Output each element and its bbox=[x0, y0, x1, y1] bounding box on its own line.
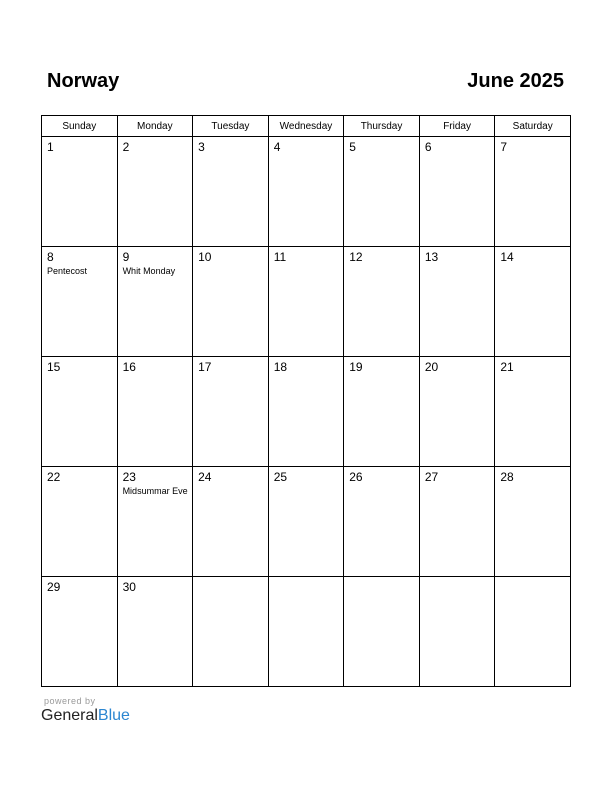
day-cell bbox=[419, 357, 495, 467]
day-cell bbox=[495, 247, 571, 357]
day-cell bbox=[42, 577, 118, 687]
day-cell bbox=[495, 357, 571, 467]
day-cell bbox=[117, 467, 193, 577]
weekday-header: Tuesday bbox=[193, 116, 269, 137]
day-cell bbox=[419, 467, 495, 577]
day-cell bbox=[117, 357, 193, 467]
calendar-header bbox=[41, 70, 570, 100]
day-number: 2 bbox=[122, 140, 130, 154]
day-number: 9 bbox=[122, 250, 130, 264]
day-number: 17 bbox=[198, 360, 212, 374]
day-number: 8 bbox=[47, 250, 54, 264]
day-cell bbox=[42, 137, 118, 247]
weekday-header-row bbox=[42, 116, 571, 137]
holiday-label: Pentecost bbox=[47, 266, 88, 276]
weekday-header: Monday bbox=[117, 116, 193, 137]
day-cell bbox=[117, 247, 193, 357]
weekday-header: Wednesday bbox=[268, 116, 344, 137]
day-cell bbox=[495, 137, 571, 247]
day-number: 28 bbox=[500, 470, 514, 484]
day-number: 1 bbox=[47, 140, 54, 154]
day-cell bbox=[193, 467, 269, 577]
day-cell bbox=[117, 577, 193, 687]
day-number: 12 bbox=[349, 250, 363, 264]
day-number bbox=[193, 577, 268, 580]
day-number: 25 bbox=[273, 470, 288, 484]
day-number: 29 bbox=[47, 580, 61, 594]
weekday-header: Saturday bbox=[495, 116, 571, 137]
day-cell bbox=[268, 577, 344, 687]
week-row bbox=[42, 467, 571, 577]
day-number: 19 bbox=[349, 360, 363, 374]
day-cell bbox=[193, 247, 269, 357]
month-year-title: June 2025 bbox=[467, 70, 564, 92]
week-row bbox=[42, 577, 571, 687]
day-cell bbox=[268, 247, 344, 357]
day-number: 14 bbox=[500, 250, 514, 264]
day-number bbox=[495, 577, 570, 580]
day-cell bbox=[419, 577, 495, 687]
day-cell bbox=[117, 137, 193, 247]
day-cell bbox=[344, 137, 420, 247]
day-number: 15 bbox=[47, 360, 61, 374]
day-number: 23 bbox=[122, 470, 136, 484]
day-number: 30 bbox=[122, 580, 136, 594]
day-number: 4 bbox=[273, 140, 281, 154]
day-cell bbox=[344, 247, 420, 357]
logo-text-general: General bbox=[41, 707, 98, 724]
weekday-header: Sunday bbox=[42, 116, 118, 137]
day-number: 7 bbox=[500, 140, 508, 154]
day-number bbox=[420, 577, 495, 580]
day-cell bbox=[344, 357, 420, 467]
day-cell bbox=[42, 357, 118, 467]
day-number: 22 bbox=[47, 470, 61, 484]
day-cell bbox=[268, 467, 344, 577]
weekday-header: Friday bbox=[419, 116, 495, 137]
day-cell bbox=[193, 357, 269, 467]
day-number: 26 bbox=[349, 470, 363, 484]
day-number bbox=[269, 577, 344, 580]
logo-text-blue: Blue bbox=[97, 707, 130, 724]
day-number: 3 bbox=[198, 140, 205, 154]
day-cell bbox=[495, 467, 571, 577]
day-number: 18 bbox=[273, 360, 288, 374]
calendar-weeks bbox=[42, 137, 571, 687]
day-cell bbox=[42, 247, 118, 357]
weekday-header: Thursday bbox=[344, 116, 420, 137]
country-title: Norway bbox=[47, 70, 120, 92]
week-row bbox=[42, 357, 571, 467]
day-number: 5 bbox=[349, 140, 356, 154]
day-cell bbox=[344, 577, 420, 687]
calendar-grid bbox=[41, 115, 571, 687]
day-number: 13 bbox=[424, 250, 439, 264]
holiday-label: Whit Monday bbox=[122, 266, 176, 276]
day-number: 6 bbox=[424, 140, 432, 154]
day-number: 27 bbox=[424, 470, 439, 484]
day-number: 16 bbox=[122, 360, 136, 374]
day-number: 20 bbox=[424, 360, 439, 374]
day-cell bbox=[193, 137, 269, 247]
day-cell bbox=[42, 467, 118, 577]
day-cell bbox=[268, 357, 344, 467]
day-cell bbox=[419, 247, 495, 357]
week-row bbox=[42, 247, 571, 357]
holiday-label: Midsummar Eve bbox=[122, 486, 188, 496]
day-number: 11 bbox=[273, 250, 287, 264]
day-cell bbox=[268, 137, 344, 247]
brand-footer bbox=[41, 696, 130, 725]
day-number bbox=[344, 577, 419, 580]
day-number: 10 bbox=[198, 250, 212, 264]
day-cell bbox=[495, 577, 571, 687]
day-cell bbox=[419, 137, 495, 247]
week-row bbox=[42, 137, 571, 247]
day-number: 21 bbox=[500, 360, 514, 374]
day-cell bbox=[193, 577, 269, 687]
day-number: 24 bbox=[198, 470, 212, 484]
generalblue-logo bbox=[41, 707, 130, 725]
day-cell bbox=[344, 467, 420, 577]
powered-by-text: powered by bbox=[44, 696, 96, 706]
